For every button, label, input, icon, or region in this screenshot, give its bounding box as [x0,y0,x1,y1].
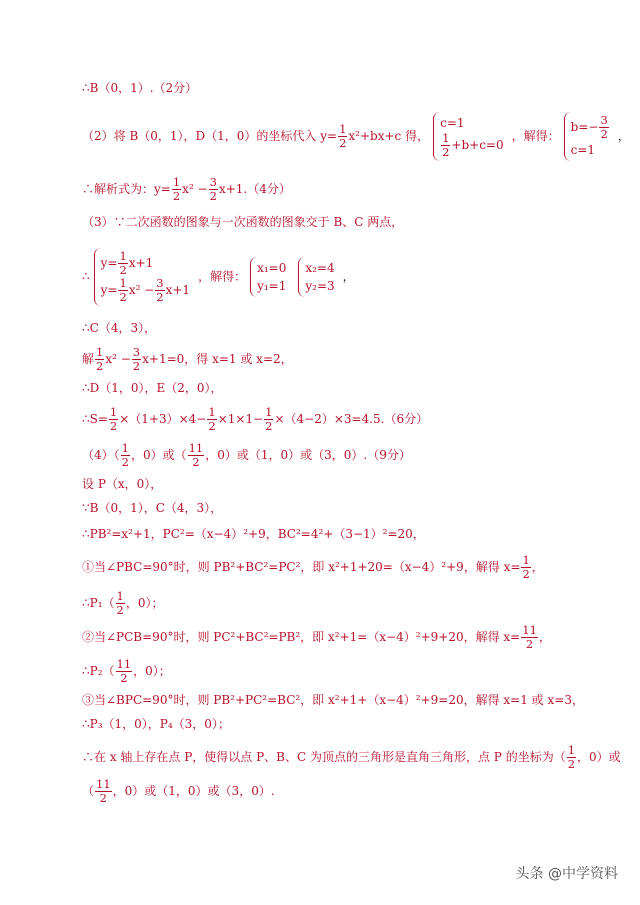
solution-line-11: 设 P（x，0）， [82,477,163,491]
solution-line-7: 解 $\frac{1}{2}$ x² − $\frac{3}{2}$ x+1=0，得 x=1 或 x=2， [82,345,293,373]
solution-line-4: （3）∵二次函数的图象与一次函数的图象交于 B、C 两点， [82,215,404,229]
solution-line-18: ③当∠BPC=90°时，则 PB²+PC²=BC²，即 x²+1+（x−4）²+9=20，解得 x=1 或 x=3， [82,693,584,707]
solution-line-10: （4）（ $\frac{1}{2}$ ，0）或（ $\frac{11}{2}$ ，0）或（1，0）或（3，0）.（9分） [82,441,411,469]
solution-line-3: ∴解析式为：y= $\frac{1}{2}$ x² − $\frac{3}{2}$ x+1.（4分） [82,175,291,203]
text: ∴B（0，1）.（2分） [82,81,198,95]
solution-line-17: ∴P₂（ $\frac{11}{2}$ ，0）； [82,657,171,685]
solution-line-15: ∴P₁（ $\frac{1}{2}$ ，0）； [82,589,164,617]
solution-system-b: x₂=4 y₂=3 [298,257,338,297]
solution-line-19: ∴P₃（1，0），P₄（3，0）； [82,717,230,731]
text: ，解得： [511,129,560,143]
solution-line-12: ∵B（0，1），C（4，3）， [82,501,223,515]
solution-line-14: ①当∠PBC=90°时，则 PB²+BC²=PC²，即 x²+1+20=（x−4）²+9，解得 x= $\frac{1}{2}$ ， [82,553,544,581]
solution-line-5: ∴ y= $\frac{1}{2}$ x+1 y= $\frac{1}{2}$ x² − $\frac{3}{2}$ x+1 ，解得： x₁=0 y₁=1 x₂=4 y₂=3 ， [82,249,355,304]
equation-system-1: c=1 $\frac{1}{2}$ +b+c=0 [433,112,508,161]
solution-line-9: ∴S= $\frac{1}{2}$ ×（1+3）×4− $\frac{1}{2}$ ×1×1− $\frac{1}{2}$ ×（4−2）×3=4.5.（6分） [82,405,429,433]
solution-system-a: x₁=0 y₁=1 [250,257,290,297]
solution-line-6: ∴C（4，3）， [82,321,157,335]
solution-line-21: （ $\frac{11}{2}$ ，0）或（1，0）或（3，0）. [82,777,275,805]
fraction-half: $\frac{1}{2}$ [339,122,347,150]
text: x²+bx+c 得， [348,129,430,143]
solution-line-13: ∴PB²=x²+1，PC²=（x−4）²+9，BC²=4²+（3−1）²=20， [82,527,425,541]
equation-system-2: b=− $\frac{3}{2}$ c=1 [564,112,614,161]
equation-system-3: y= $\frac{1}{2}$ x+1 y= $\frac{1}{2}$ x² − $\frac{3}{2}$ x+1 [94,248,194,306]
solution-line-16: ②当∠PCB=90°时，则 PC²+BC²=PB²，即 x²+1=（x−4）²+9+20，解得 x= $\frac{11}{2}$ ， [82,623,551,651]
solution-line-1 [82,80,197,96]
solution-line-20: ∴在 x 轴上存在点 P，使得以点 P、B、C 为顶点的三角形是直角三角形，点 P 的坐标为（ $\frac{1}{2}$ ，0）或 [82,743,621,771]
solution-line-8: ∴D（1，0），E（2，0）， [82,381,223,395]
solution-line-2: （2）将 B（0，1），D（1，0）的坐标代入 y= $\frac{1}{2}$ x²+bx+c 得， c=1 $\frac{1}{2}$ +b+c=0 ，解得： b=− $\frac{3}{2}$ c=1 ， [82,113,630,159]
text: （2）将 B（0，1），D（1，0）的坐标代入 y= [82,129,338,143]
watermark: 头条 @中学资料 [515,866,618,882]
